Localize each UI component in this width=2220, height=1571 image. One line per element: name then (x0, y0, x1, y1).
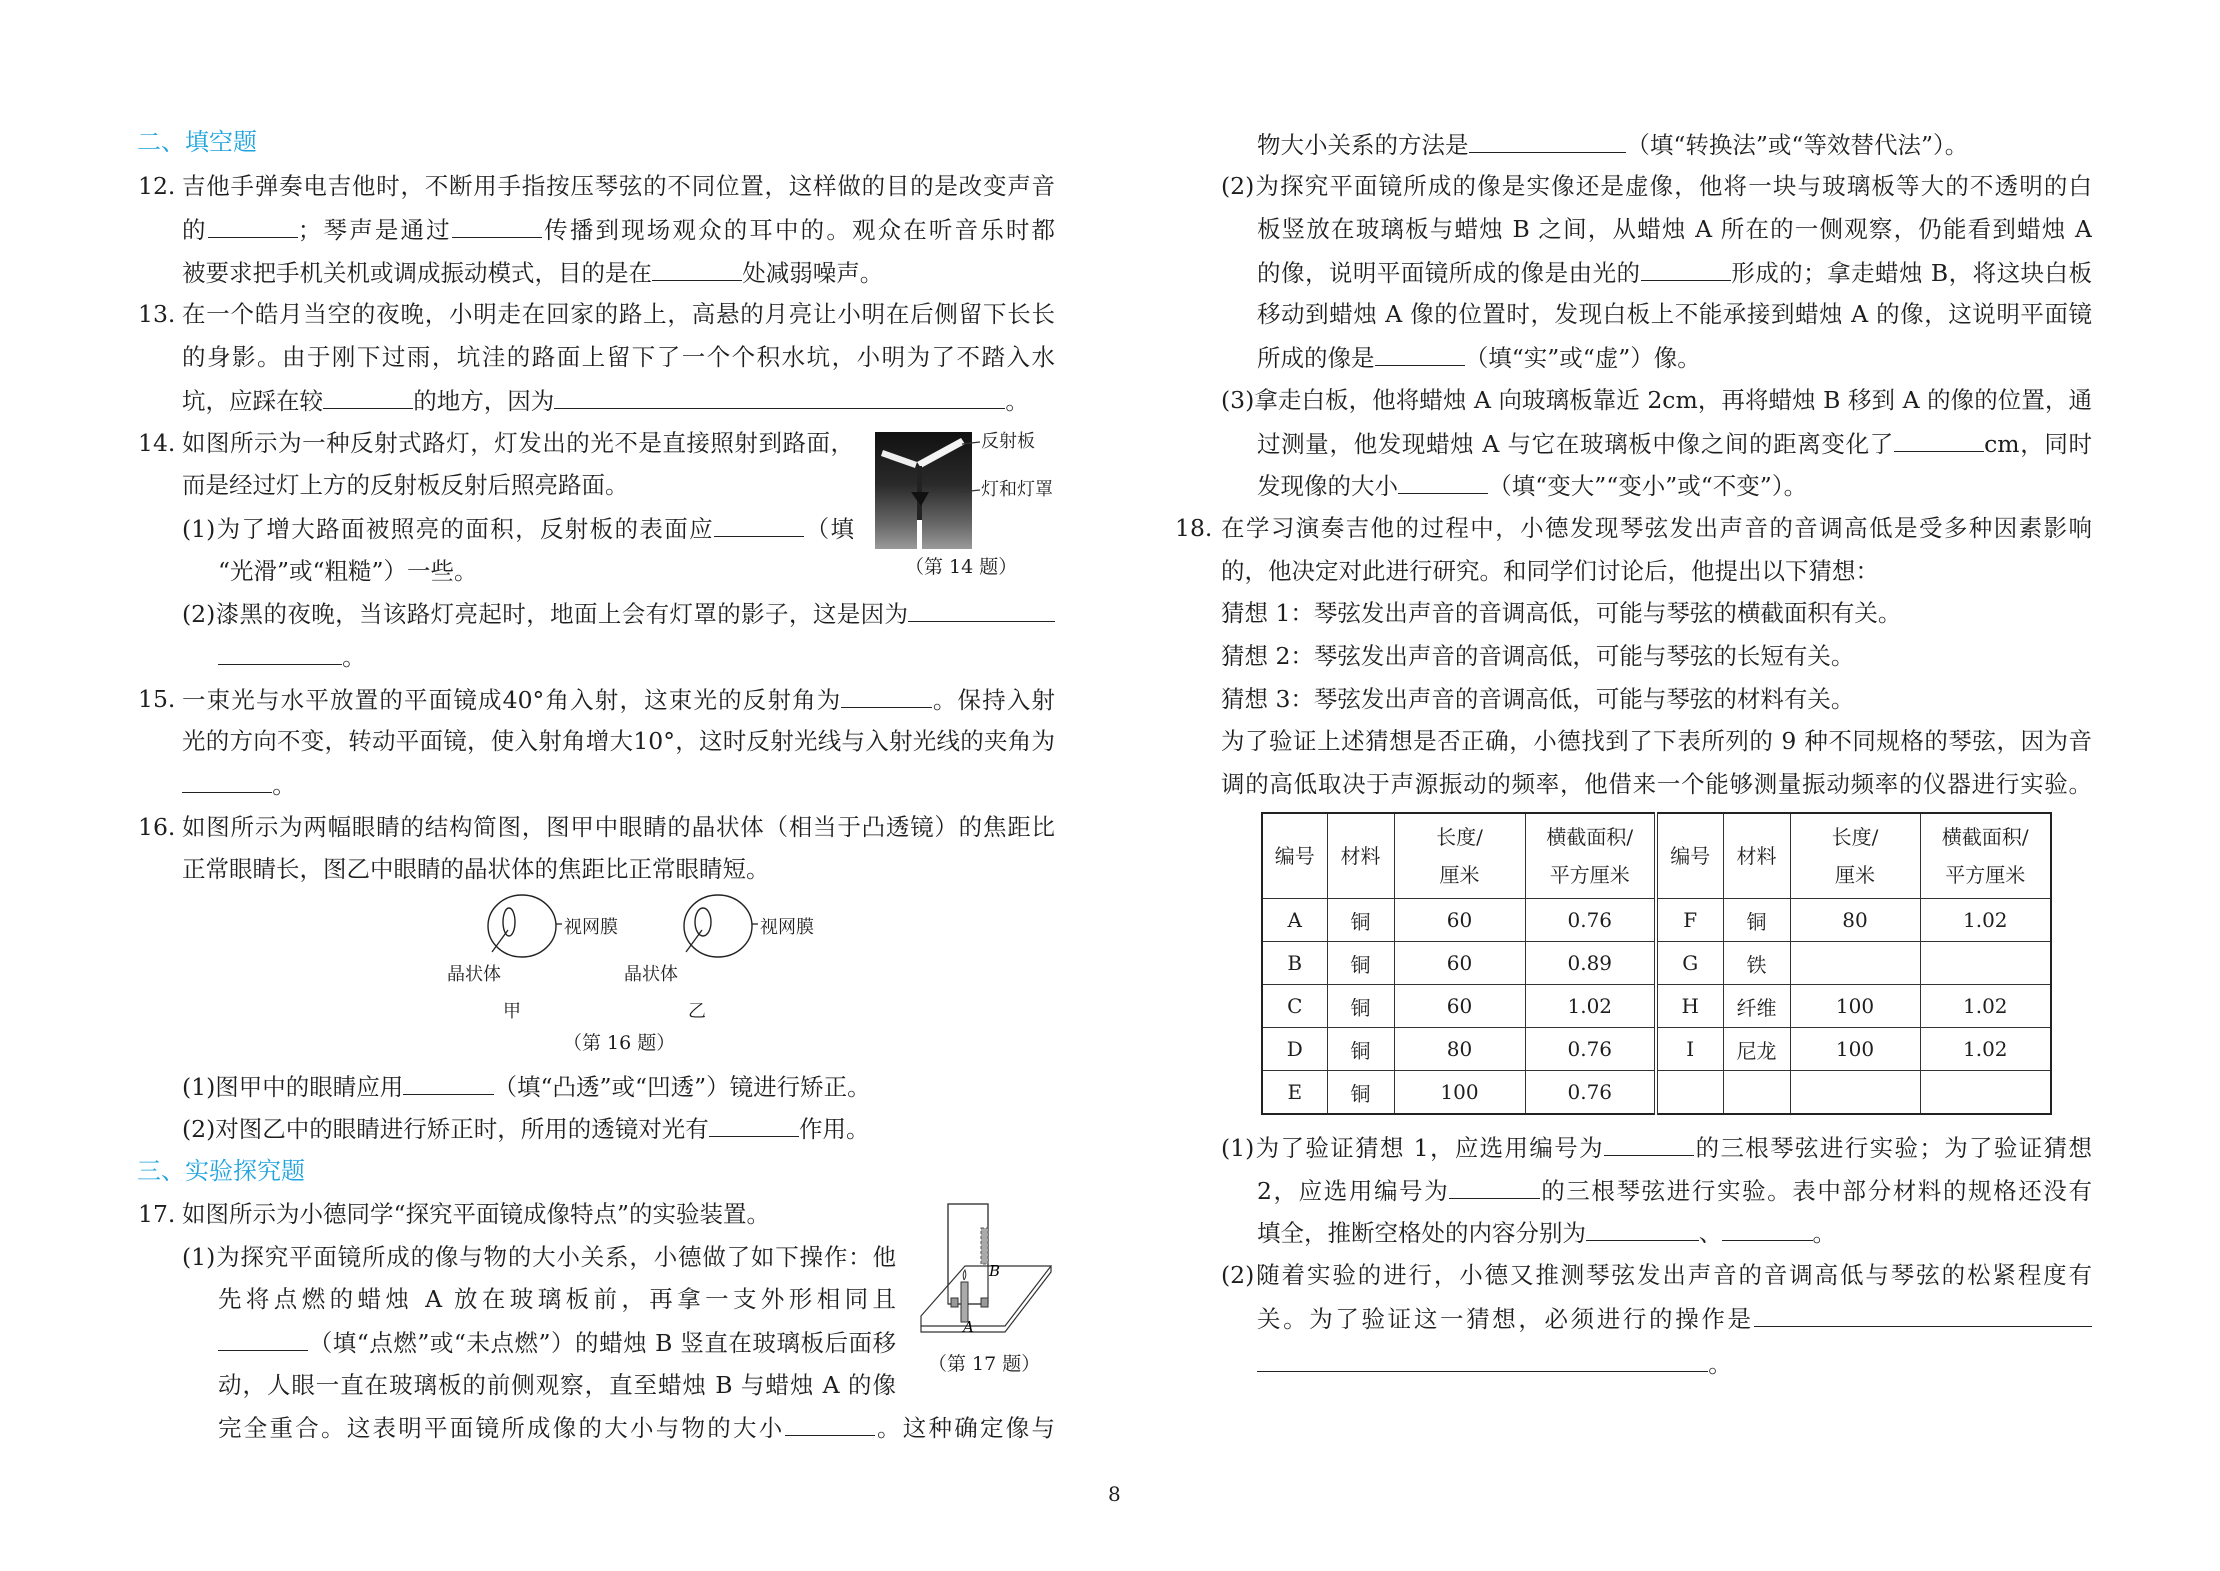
question-text: 填全，推断空格处的内容分别为 、 。 (1257, 1216, 1836, 1248)
answer-blank[interactable] (1257, 1347, 1708, 1372)
answer-blank[interactable] (908, 597, 1055, 622)
table-row (1262, 985, 2051, 1028)
question-text: 板竖放在玻璃板与蜡烛 B 之间，从蜡烛 A 所在的一侧观察，仍能看到蜡烛 A (1257, 215, 2092, 243)
question-number: 13. (138, 300, 176, 328)
page-number: 8 (1108, 1482, 1121, 1506)
table-header: 编号 (1262, 813, 1327, 899)
question-number: 16. (138, 813, 176, 841)
answer-blank[interactable] (1754, 1302, 2092, 1327)
label-figure-a: 甲 (503, 1001, 521, 1022)
answer-blank[interactable] (1722, 1216, 1812, 1241)
label-reflector: 反射板 (981, 431, 1035, 452)
question-text: 光的方向不变，转动平面镜，使入射角增大10°，这时反射光线与入射光线的夹角为 (182, 727, 1055, 755)
table-header: 长度/ 厘米 (1394, 813, 1525, 899)
question-text: 为了验证上述猜想是否正确，小德找到了下表所列的 9 种不同规格的琴弦，因为音 (1221, 727, 2092, 755)
question-text: （填“点燃”或“未点燃”）的蜡烛 B 竖直在玻璃板后面移 (218, 1326, 896, 1358)
table-cell: 60 (1394, 985, 1525, 1028)
table-header-row (1262, 813, 2051, 899)
question-text: 而是经过灯上方的反射板反射后照亮路面。 (182, 471, 629, 499)
question-text: 所成的像是 （填“实”或“虚”）像。 (1257, 341, 1701, 373)
answer-blank[interactable] (652, 256, 742, 281)
question-text: 。 (1257, 1347, 1732, 1379)
hypothesis-1: 猜想 1：琴弦发出声音的音调高低，可能与琴弦的横截面积有关。 (1221, 599, 1902, 627)
answer-blank[interactable] (1641, 256, 1731, 281)
table-cell: 100 (1394, 1071, 1525, 1115)
label-retina-b: 视网膜 (760, 917, 814, 938)
question-text: 物大小关系的方法是 （填“转换法”或“等效替代法”）。 (1257, 128, 1968, 160)
figure-caption: （第 17 题） (928, 1353, 1041, 1375)
question-number: 12. (138, 172, 176, 200)
answer-blank[interactable] (323, 384, 413, 409)
section-title-fill-in: 二、填空题 (137, 128, 257, 156)
table-cell: 80 (1394, 1028, 1525, 1071)
question-text: 正常眼睛长，图乙中眼睛的晶状体的焦距比正常眼睛短。 (182, 855, 770, 883)
table-header: 横截面积/ 平方厘米 (1920, 813, 2051, 899)
answer-blank[interactable] (1469, 128, 1627, 153)
question-number: 17. (138, 1200, 176, 1228)
figure-caption: （第 16 题） (563, 1032, 676, 1054)
answer-blank[interactable] (218, 640, 342, 665)
table-cell: 0.89 (1525, 942, 1656, 985)
question-text: 关。为了验证这一猜想，必须进行的操作是 (1257, 1302, 2092, 1334)
question-text: 在一个皓月当空的夜晚，小明走在回家的路上，高悬的月亮让小明在后侧留下长长 (182, 300, 1055, 328)
table-header: 长度/ 厘米 (1790, 813, 1920, 899)
table-cell: 100 (1790, 985, 1920, 1028)
table-cell: 纤维 (1723, 985, 1790, 1028)
table-cell (1723, 1071, 1790, 1115)
answer-blank[interactable] (452, 213, 542, 238)
label-candle-a: A (963, 1318, 974, 1336)
question-text: 。 (218, 640, 366, 672)
plane-mirror-apparatus (905, 1198, 1060, 1343)
table-cell: I (1656, 1028, 1723, 1071)
table-cell: 60 (1394, 942, 1525, 985)
table-cell: 铁 (1723, 942, 1790, 985)
answer-blank[interactable] (1894, 427, 1984, 452)
table-cell: 60 (1394, 899, 1525, 942)
question-text: 调的高低取决于声源振动的频率，他借来一个能够测量振动频率的仪器进行实验。 (1221, 770, 2092, 798)
question-text: 坑，应踩在较 的地方，因为 。 (182, 384, 1029, 416)
table-cell: 0.76 (1525, 1071, 1656, 1115)
hypothesis-3: 猜想 3：琴弦发出声音的音调高低，可能与琴弦的材料有关。 (1221, 685, 1855, 713)
table-cell: 0.76 (1525, 1028, 1656, 1071)
question-text: (3)拿走白板，他将蜡烛 A 向玻璃板靠近 2cm，再将蜡烛 B 移到 A 的像的位置，通 (1221, 386, 2092, 414)
answer-blank[interactable] (1449, 1174, 1539, 1199)
question-text: 2，应选用编号为 的三根琴弦进行实验。表中部分材料的规格还没有 (1257, 1174, 2092, 1206)
table-cell: 铜 (1327, 899, 1394, 942)
answer-blank[interactable] (785, 1411, 875, 1436)
table-cell (1790, 1071, 1920, 1115)
table-cell: E (1262, 1071, 1327, 1115)
table-header: 编号 (1656, 813, 1723, 899)
table-cell: 1.02 (1920, 899, 2051, 942)
table-cell: 1.02 (1920, 985, 2051, 1028)
table-cell: H (1656, 985, 1723, 1028)
table-header: 材料 (1723, 813, 1790, 899)
question-text: (1)为了验证猜想 1，应选用编号为 的三根琴弦进行实验；为了验证猜想 (1221, 1131, 2092, 1163)
question-text: (2)对图乙中的眼睛进行矫正时，所用的透镜对光有 作用。 (182, 1112, 870, 1144)
table-cell: F (1656, 899, 1723, 942)
question-text: 发现像的大小 （填“变大”“变小”或“不变”）。 (1257, 469, 1807, 501)
answer-blank[interactable] (1604, 1131, 1694, 1156)
label-lens-b: 晶状体 (624, 964, 678, 985)
question-text: 的像，说明平面镜所成的像是由光的 形成的；拿走蜡烛 B，将这块白板 (1257, 256, 2092, 288)
table-cell: 尼龙 (1723, 1028, 1790, 1071)
table-cell: 100 (1790, 1028, 1920, 1071)
question-text: 的 ；琴声是通过 传播到现场观众的耳中的。观众在听音乐时都 (182, 213, 1055, 245)
question-text: (1)图甲中的眼睛应用 （填“凸透”或“凹透”）镜进行矫正。 (182, 1070, 871, 1102)
label-lamp: 灯和灯罩 (981, 479, 1053, 500)
table-row (1262, 1071, 2051, 1115)
question-text: 完全重合。这表明平面镜所成像的大小与物的大小 。这种确定像与 (218, 1411, 1055, 1443)
answer-blank[interactable] (714, 512, 804, 537)
street-lamp-illustration (875, 432, 972, 549)
table-header: 横截面积/ 平方厘米 (1525, 813, 1656, 899)
question-text: (2)为探究平面镜所成的像是实像还是虚像，他将一块与玻璃板等大的不透明的白 (1221, 172, 2092, 200)
answer-blank[interactable] (218, 1326, 308, 1351)
table-cell: A (1262, 899, 1327, 942)
hypothesis-2: 猜想 2：琴弦发出声音的音调高低，可能与琴弦的长短有关。 (1221, 642, 1855, 670)
table-row (1262, 942, 2051, 985)
question-number: 18. (1175, 514, 1213, 542)
question-number: 14. (138, 429, 176, 457)
label-candle-b: B (989, 1262, 1001, 1280)
table-cell: G (1656, 942, 1723, 985)
answer-blank[interactable] (403, 1070, 493, 1095)
table-row (1262, 1028, 2051, 1071)
table-cell (1656, 1071, 1723, 1115)
question-text: 吉他手弹奏电吉他时，不断用手指按压琴弦的不同位置，这样做的目的是改变声音 (182, 172, 1055, 200)
table-cell: 铜 (1327, 1071, 1394, 1115)
question-text: 先将点燃的蜡烛 A 放在玻璃板前，再拿一支外形相同且 (218, 1285, 896, 1313)
question-text: 被要求把手机关机或调成振动模式，目的是在 处减弱噪声。 (182, 256, 883, 288)
figure-caption: （第 14 题） (905, 556, 1018, 578)
answer-blank[interactable] (1398, 469, 1488, 494)
question-text: 移动到蜡烛 A 像的位置时，发现白板上不能承接到蜡烛 A 的像，这说明平面镜 (1257, 300, 2092, 328)
eye-diagrams (470, 880, 770, 980)
table-row (1262, 899, 2051, 942)
table-cell (1920, 942, 2051, 985)
question-text: 动，人眼一直在玻璃板的前侧观察，直至蜡烛 B 与蜡烛 A 的像 (218, 1371, 896, 1399)
table-cell: 铜 (1327, 942, 1394, 985)
answer-blank[interactable] (841, 683, 931, 708)
question-text: 。 (182, 768, 296, 800)
answer-blank[interactable] (208, 213, 298, 238)
answer-blank[interactable] (1375, 341, 1465, 366)
answer-blank[interactable] (554, 384, 1005, 409)
question-text: 的身影。由于刚下过雨，坑洼的路面上留下了一个个积水坑，小明为了不踏入水 (182, 343, 1055, 371)
question-number: 15. (138, 685, 176, 713)
table-cell: 铜 (1327, 1028, 1394, 1071)
table-cell: 80 (1790, 899, 1920, 942)
table-cell: 1.02 (1525, 985, 1656, 1028)
question-text: 如图所示为两幅眼睛的结构简图，图甲中眼睛的晶状体（相当于凸透镜）的焦距比 (182, 813, 1055, 841)
label-lens-a: 晶状体 (447, 964, 501, 985)
question-text: 如图所示为一种反射式路灯，灯发出的光不是直接照射到路面， (182, 429, 854, 457)
answer-blank[interactable] (1586, 1216, 1699, 1241)
table-header: 材料 (1327, 813, 1394, 899)
question-text: 如图所示为小德同学“探究平面镜成像特点”的实验装置。 (182, 1200, 771, 1228)
question-text: (2)随着实验的进行，小德又推测琴弦发出声音的音调高低与琴弦的松紧程度有 (1221, 1261, 2092, 1289)
table-cell (1790, 942, 1920, 985)
street-lamp-photo (875, 432, 972, 549)
question-text: (2)漆黑的夜晚，当该路灯亮起时，地面上会有灯罩的影子，这是因为 (182, 597, 1055, 629)
question-text: 在学习演奏吉他的过程中，小德发现琴弦发出声音的音调高低是受多种因素影响 (1221, 514, 2092, 542)
answer-blank[interactable] (182, 768, 272, 793)
label-figure-b: 乙 (688, 1001, 706, 1022)
section-title-experiment: 三、实验探究题 (137, 1157, 305, 1185)
question-text: (1)为了增大路面被照亮的面积，反射板的表面应 （填 (182, 512, 854, 544)
label-retina-a: 视网膜 (564, 917, 618, 938)
answer-blank[interactable] (709, 1112, 799, 1137)
question-text: “光滑”或“粗糙”）一些。 (218, 557, 478, 585)
question-text: 过测量，他发现蜡烛 A 与它在玻璃板中像之间的距离变化了 cm，同时 (1257, 427, 2092, 459)
question-text: 一束光与水平放置的平面镜成40°角入射，这束光的反射角为 。保持入射 (182, 683, 1055, 715)
table-cell: 铜 (1723, 899, 1790, 942)
table-cell: 1.02 (1920, 1028, 2051, 1071)
question-text: 的，他决定对此进行研究。和同学们讨论后，他提出以下猜想： (1221, 557, 1879, 585)
table-cell: B (1262, 942, 1327, 985)
table-cell: 铜 (1327, 985, 1394, 1028)
string-spec-table (1261, 812, 2052, 1115)
table-cell: D (1262, 1028, 1327, 1071)
table-cell: C (1262, 985, 1327, 1028)
table-cell (1920, 1071, 2051, 1115)
question-text: (1)为探究平面镜所成的像与物的大小关系，小德做了如下操作：他 (182, 1243, 896, 1271)
table-cell: 0.76 (1525, 899, 1656, 942)
